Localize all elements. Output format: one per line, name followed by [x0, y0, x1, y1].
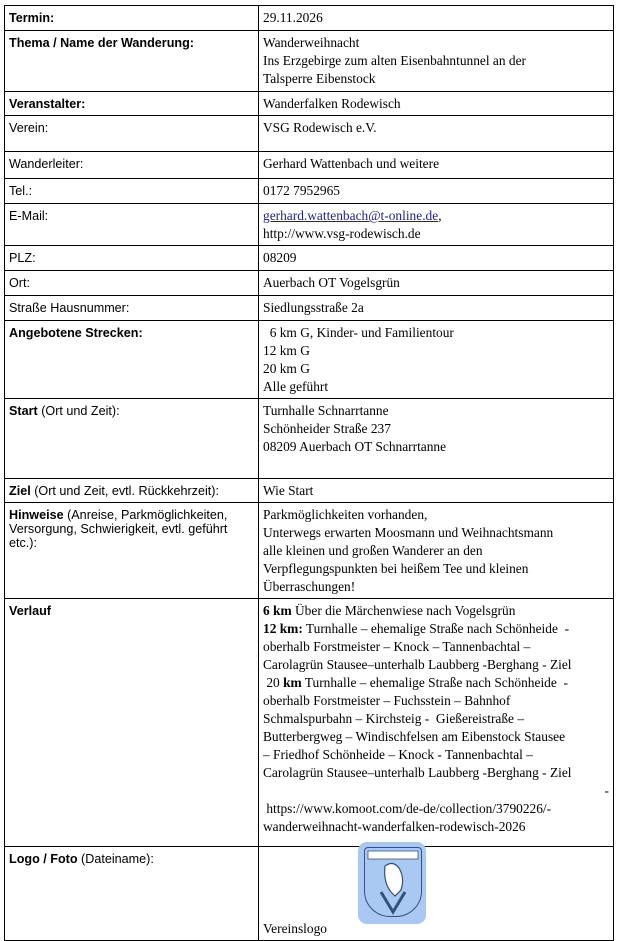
route-distance: 12 km:	[263, 621, 303, 636]
label-text: E-Mail:	[9, 209, 49, 223]
form-row	[5, 246, 614, 271]
value-line: alle kleinen und großen Wanderer an den	[263, 543, 483, 558]
field-value	[259, 321, 614, 399]
value-line: Auerbach OT Vogelsgrün	[263, 275, 400, 290]
field-label	[5, 399, 259, 479]
value-line: 29.11.2026	[263, 10, 323, 25]
label-text: Straße Hausnummer:	[9, 301, 130, 315]
label-bold: Thema / Name der Wanderung:	[9, 36, 194, 50]
form-row	[5, 847, 614, 941]
label-text: (Ort und Zeit):	[37, 404, 120, 418]
route-line	[263, 638, 609, 656]
field-value	[259, 152, 614, 179]
value-line: Wie Start	[263, 483, 314, 498]
value-line: VSG Rodewisch e.V.	[263, 120, 377, 135]
value-line: Unterwegs erwarten Moosmann und Weihnachtsmann	[263, 525, 554, 540]
value-line: Überraschungen!	[263, 579, 356, 594]
label-text: Wanderleiter:	[9, 157, 84, 171]
label-bold: Veranstalter:	[9, 97, 86, 111]
value-line: 6 km G, Kinder- und Familientour	[263, 325, 454, 340]
form-row	[5, 479, 614, 503]
label-bold: Angebotene Strecken:	[9, 326, 143, 340]
field-value	[259, 271, 614, 296]
route-text: Carolagrün Stausee–unterhalb Laubberg -Berghang - Ziel	[263, 765, 572, 780]
label-text: PLZ:	[9, 251, 36, 265]
form-row	[5, 271, 614, 296]
route-text: https://www.komoot.com/de-de/collection/3790226/-	[263, 801, 552, 816]
label-bold: Ziel	[9, 484, 31, 498]
route-text: Turnhalle – ehemalige Straße nach Schönheide -	[302, 621, 570, 636]
field-label	[5, 271, 259, 296]
field-label	[5, 6, 259, 31]
route-line	[263, 818, 609, 836]
form-row	[5, 321, 614, 399]
field-value	[259, 92, 614, 116]
route-text: Butterbergweg – Windischfelsen am Eibenstock Stausee	[263, 729, 566, 744]
route-line	[263, 746, 609, 764]
field-label	[5, 31, 259, 92]
label-text: (Ort und Zeit, evtl. Rückkehrzeit):	[30, 484, 219, 498]
field-value	[259, 31, 614, 92]
value-line: Verpflegungspunkten bei heißem Tee und kleinen	[263, 561, 529, 576]
label-text: (Anreise, Parkmöglichkeiten, Versorgung, Schwierigkeit, evtl. geführt etc.):	[9, 508, 228, 550]
value-line: 08209 Auerbach OT Schnarrtanne	[263, 439, 447, 454]
form-row	[5, 116, 614, 152]
label-bold: Start	[9, 404, 38, 418]
route-line	[263, 728, 609, 746]
field-value	[259, 847, 614, 941]
field-value	[259, 599, 614, 847]
field-value	[259, 6, 614, 31]
field-value	[259, 246, 614, 271]
value-line: Alle geführt	[263, 379, 329, 394]
value-line: 12 km G	[263, 343, 310, 358]
route-text: – Friedhof Schönheide – Knock - Tannenbachtal –	[263, 747, 533, 762]
route-text: Schmalspurbahn – Kirchsteig - Gießereistraße –	[263, 711, 525, 726]
value-line: Vereinslogo	[263, 921, 327, 936]
value-line: Siedlungsstraße 2a	[263, 300, 364, 315]
value-line: 20 km G	[263, 361, 310, 376]
field-label	[5, 296, 259, 321]
value-line: Wanderweihnacht	[263, 35, 360, 50]
route-line	[263, 692, 609, 710]
form-row	[5, 599, 614, 847]
form-row	[5, 399, 614, 479]
field-label	[5, 204, 259, 246]
route-text: wanderweihnacht-wanderfalken-rodewisch-2026	[263, 819, 526, 834]
route-text: oberhalb Forstmeister – Knock – Tannenbachtal –	[263, 639, 531, 654]
route-line	[263, 602, 609, 620]
label-text: Ort:	[9, 276, 30, 290]
label-text: Verein:	[9, 121, 49, 135]
route-distance: 6 km	[263, 603, 292, 618]
value-line: Talsperre Eibenstock	[263, 71, 376, 86]
route-line	[263, 656, 609, 674]
route-text: -	[604, 783, 609, 798]
route-line	[263, 674, 609, 692]
label-text: Tel.:	[9, 184, 33, 198]
value-line: Ins Erzgebirge zum alten Eisenbahntunnel an der	[263, 53, 527, 68]
route-distance: km	[283, 675, 302, 690]
field-label	[5, 847, 259, 941]
route-line	[263, 620, 609, 638]
field-value	[259, 296, 614, 321]
field-value	[259, 479, 614, 503]
email-suffix: ,	[438, 208, 442, 223]
label-bold: Logo / Foto	[9, 852, 78, 866]
label-bold: Verlauf	[9, 604, 51, 618]
route-text: Über die Märchenwiese nach Vogelsgrün	[291, 603, 516, 618]
route-text: Carolagrün Stausee–unterhalb Laubberg -Berghang - Ziel	[263, 657, 572, 672]
club-logo	[358, 842, 426, 924]
field-label	[5, 321, 259, 399]
field-label	[5, 92, 259, 116]
form-row	[5, 92, 614, 116]
field-label	[5, 503, 259, 599]
route-text: 20	[263, 675, 284, 690]
value-line: Gerhard Wattenbach und weitere	[263, 156, 440, 171]
field-value	[259, 399, 614, 479]
form-row	[5, 296, 614, 321]
route-line	[263, 710, 609, 728]
field-label	[5, 599, 259, 847]
route-line	[263, 800, 609, 818]
form-row	[5, 31, 614, 92]
value-line: 08209	[263, 250, 297, 265]
email-link[interactable]: gerhard.wattenbach@t-online.de	[263, 208, 439, 223]
field-label	[5, 479, 259, 503]
route-text: oberhalb Forstmeister – Fuchsstein – Bahnhof	[263, 693, 511, 708]
form-row	[5, 204, 614, 246]
form-row	[5, 503, 614, 599]
form-row	[5, 6, 614, 31]
field-value	[259, 179, 614, 204]
field-label	[5, 179, 259, 204]
field-label	[5, 246, 259, 271]
route-line	[263, 764, 609, 782]
event-form-table	[4, 5, 614, 941]
field-label	[5, 152, 259, 179]
value-line: Turnhalle Schnarrtanne	[263, 403, 389, 418]
value-line: Wanderfalken Rodewisch	[263, 96, 401, 111]
label-text: (Dateiname):	[77, 852, 154, 866]
value-line: http://www.vsg-rodewisch.de	[263, 226, 421, 241]
route-line	[263, 782, 609, 800]
field-value	[259, 116, 614, 152]
value-line: Schönheider Straße 237	[263, 421, 391, 436]
field-label	[5, 116, 259, 152]
label-bold: Hinweise	[9, 508, 64, 522]
field-value	[259, 204, 614, 246]
label-bold: Termin:	[9, 11, 55, 25]
form-row	[5, 179, 614, 204]
field-value	[259, 503, 614, 599]
value-line: 0172 7952965	[263, 183, 340, 198]
value-line: Parkmöglichkeiten vorhanden,	[263, 507, 428, 522]
route-text: Turnhalle – ehemalige Straße nach Schönheide -	[301, 675, 568, 690]
form-row	[5, 152, 614, 179]
